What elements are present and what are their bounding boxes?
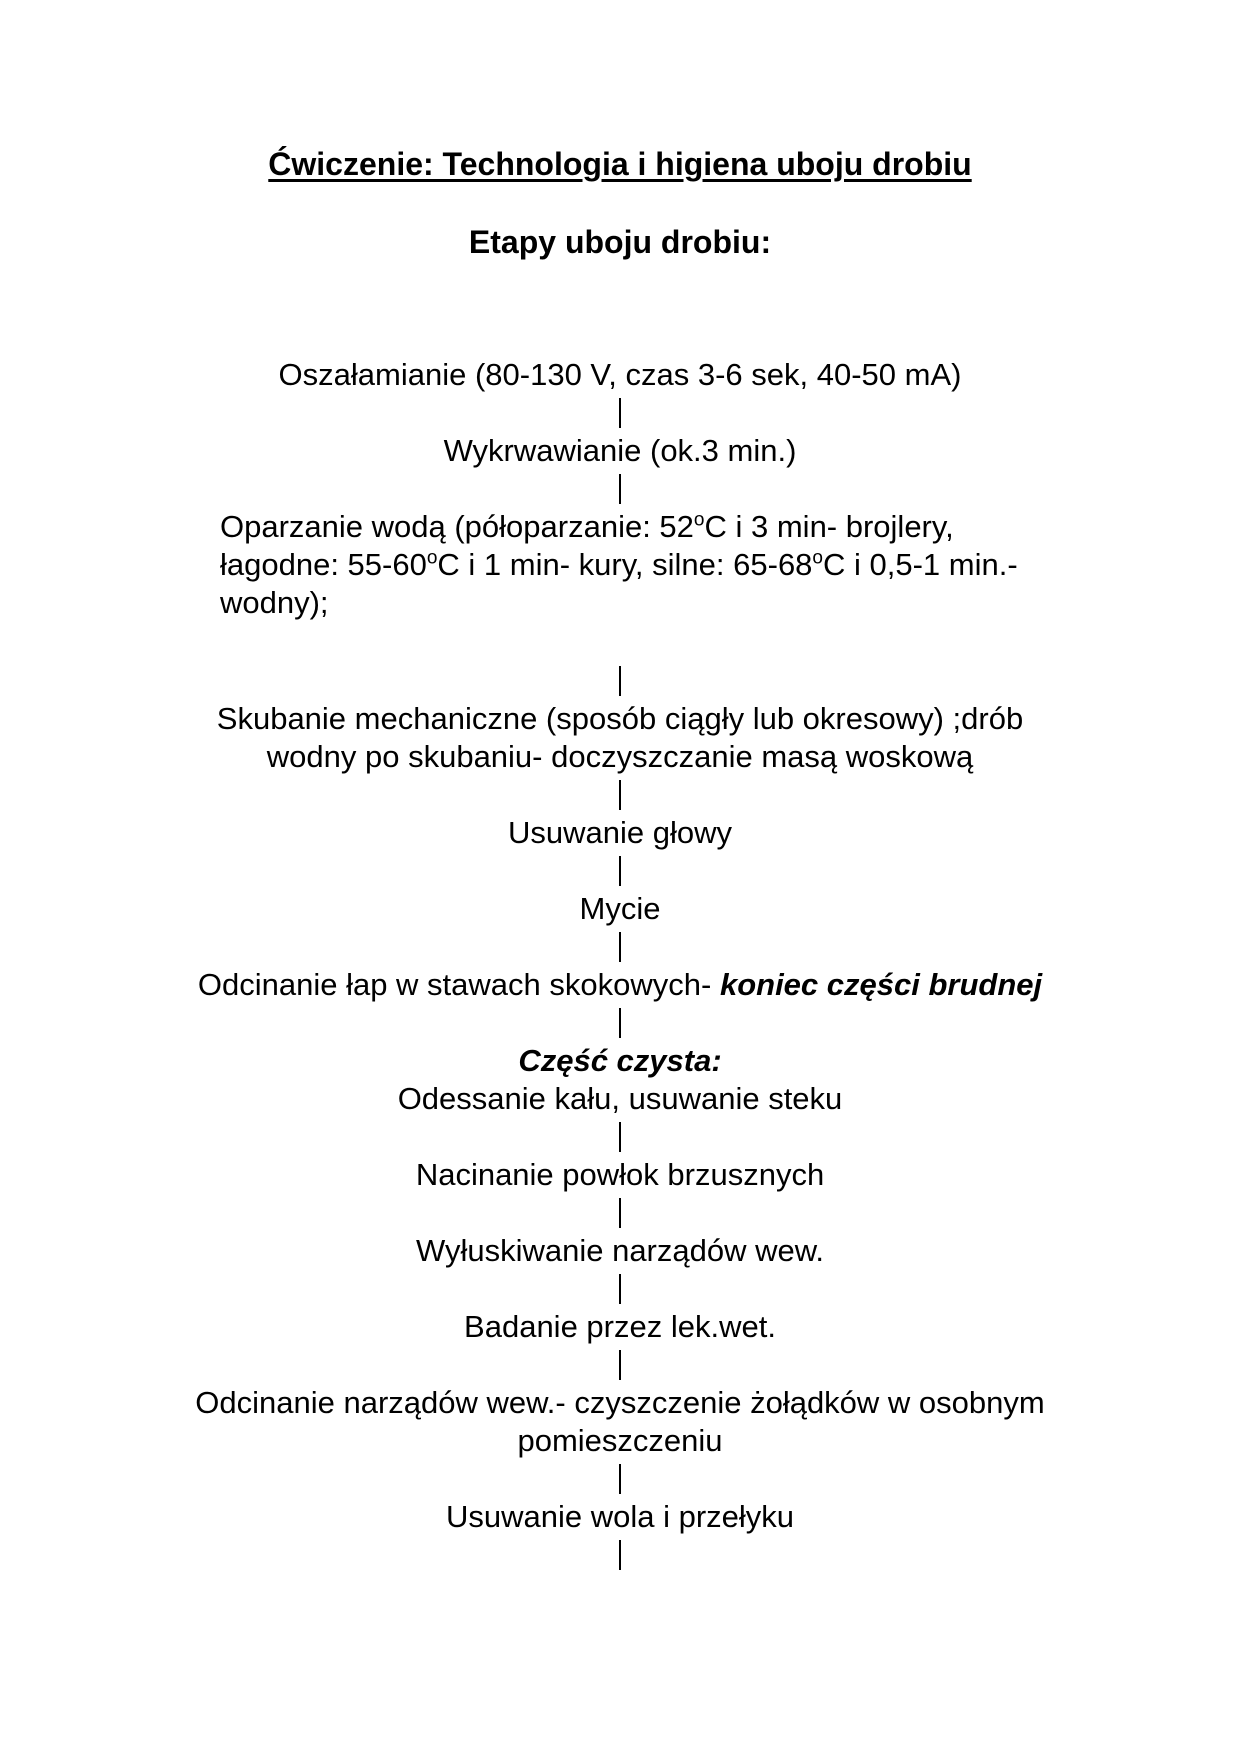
step-vet-inspection: Badanie przez lek.wet. xyxy=(464,1309,776,1344)
flow-connector xyxy=(619,1274,621,1304)
flow-connector xyxy=(619,1122,621,1152)
clean-part-heading: Część czysta: xyxy=(518,1043,722,1078)
flow-connector xyxy=(619,856,621,886)
organ-cutting-line-2: pomieszczeniu xyxy=(517,1423,723,1458)
step-head-removal: Usuwanie głowy xyxy=(508,815,732,850)
spacer xyxy=(0,622,1240,662)
section-heading: Etapy uboju drobiu: xyxy=(468,224,772,260)
flow-connector xyxy=(619,1540,621,1570)
plucking-line-1: Skubanie mechaniczne (sposób ciągły lub okresowy) ;drób xyxy=(216,701,1024,736)
organ-cutting-line-1: Odcinanie narządów wew.- czyszczenie żołądków w osobnym xyxy=(195,1385,1045,1420)
step-washing: Mycie xyxy=(579,891,661,926)
flow-connector xyxy=(619,666,621,696)
flow-connector xyxy=(619,398,621,428)
flow-connector xyxy=(619,1008,621,1038)
step-stunning: Oszałamianie (80-130 V, czas 3-6 sek, 40-50 mA) xyxy=(278,357,962,392)
feet-cutting-text: Odcinanie łap w stawach skokowych- xyxy=(197,967,720,1002)
degree-sign: o xyxy=(693,509,705,531)
dirty-part-end: koniec części brudnej xyxy=(719,967,1043,1002)
flow-connector xyxy=(619,932,621,962)
flow-connector xyxy=(619,474,621,504)
process-flow xyxy=(0,356,1240,1574)
degree-sign: o xyxy=(426,547,438,569)
step-scalding xyxy=(220,508,1120,622)
scalding-text-c: łagodne: 55-60 xyxy=(220,547,427,582)
degree-sign: o xyxy=(812,547,823,569)
scalding-text-a: Oparzanie wodą (półoparzanie: 52 xyxy=(220,509,694,544)
flow-connector xyxy=(619,1464,621,1494)
step-plucking xyxy=(0,700,1240,776)
scalding-text-b: C i 3 min- brojlery, xyxy=(704,509,954,544)
step-bleeding: Wykrwawianie (ok.3 min.) xyxy=(443,433,797,468)
flow-connector xyxy=(619,1350,621,1380)
scalding-text-e: C i 0,5-1 min.- xyxy=(823,547,1018,582)
step-feet-cutting xyxy=(0,966,1240,1004)
step-abdominal-incision: Nacinanie powłok brzusznych xyxy=(415,1157,825,1192)
plucking-line-2: wodny po skubaniu- doczyszczanie masą woskową xyxy=(266,739,974,774)
flow-connector xyxy=(619,780,621,810)
flow-connector xyxy=(619,1198,621,1228)
step-organ-cutting xyxy=(0,1384,1240,1460)
step-crop-removal: Usuwanie wola i przełyku xyxy=(445,1499,795,1534)
scalding-text-f: wodny); xyxy=(220,585,329,620)
page-title: Ćwiczenie: Technologia i higiena uboju drobiu xyxy=(268,146,972,182)
step-feces-removal: Odessanie kału, usuwanie steku xyxy=(397,1081,843,1116)
step-evisceration: Wyłuskiwanie narządów wew. xyxy=(415,1233,825,1268)
scalding-text-d: C i 1 min- kury, silne: 65-68 xyxy=(437,547,813,582)
